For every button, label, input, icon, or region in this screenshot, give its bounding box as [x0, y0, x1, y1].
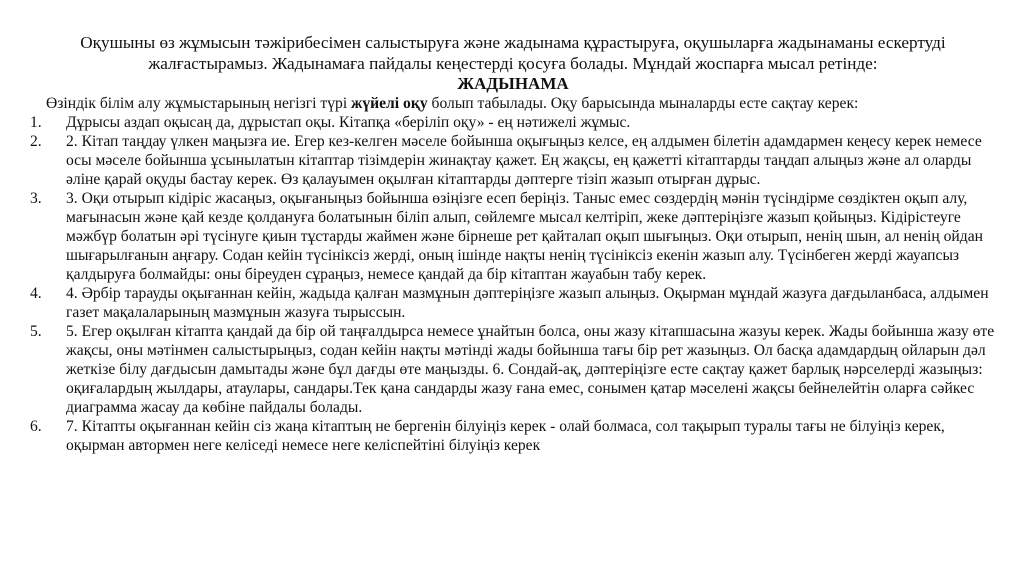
list-item-number: 6.	[30, 418, 42, 435]
list-item	[30, 417, 996, 455]
list-item-text: 2. Кітап таңдау үлкен маңызға ие. Егер кез-келген мәселе бойынша оқығыңыз келсе, ең алдымен білетін адамдармен кеңесу керек немесе осы мәселе бойынша ұсынылатын кітаптар тізімдерін жинақтау қажет. Ең жақсы, ең қажетті кітаптарды таңдап алыңыз және ал оларды әліне қарай оқуды бастау керек. Өз қалауымен оқылған кітаптарды дәптерге тізіп жазып отырған дұрыс.	[66, 133, 982, 188]
list-item	[30, 322, 996, 417]
intro-paragraph: Оқушыны өз жұмысын тәжірибесімен салыстыруға және жадынама құрастыруға, оқушыларға жадынаманы ескертуді жалғастырамыз. Жадынамаға пайдалы кеңестерді қосуға болады. Мұндай жоспарға мысал ретінде:	[80, 33, 946, 73]
list-item-number: 5.	[30, 323, 42, 340]
list-item-text: 7. Кітапты оқығаннан кейін сіз жаңа кітаптың не бергенін білуіңіз керек - олай болмаса, сол тақырып туралы тағы не білуіңіз керек, оқырман автормен неге келіседі немесе неге келіспейтіні білуіңіз керек	[66, 418, 945, 454]
list-item-number: 1.	[30, 114, 42, 131]
lead-text-after: болып табылады. Оқу барысында мыналарды есте сақтау керек:	[427, 95, 859, 112]
list-item-number: 3.	[30, 190, 42, 207]
list-item-number: 2.	[30, 133, 42, 150]
list-item	[30, 113, 996, 132]
lead-text-before: Өзіндік білім алу жұмыстарының негізгі түрі	[46, 95, 352, 112]
list-item-text: 3. Оқи отырып кідіріс жасаңыз, оқығаныңыз бойынша өзіңізге есеп беріңіз. Таныс емес сөздердің мәнін түсіндірме сөздіктен оқып алу, мағынасын және қай кезде қолдануға болатынын біліп алып, сөйлемге мысал келтіріп, жеке дәптеріңізге жазып қойыңыз. Кідірістеуге мәжбүр болатын әрі түсінуге қиын тұстарды жаймен және бірнеше рет қайталап оқып шығыңыз. Оқи отырып, ненің шын, ал ненің ойдан шығарылғанын аңғару. Содан кейін түсініксіз жерді, оның ішінде нақты ненің түсініксіз екенін жазып алу. Түсінбеген жерді жауапсыз қалдыруға болмайды: оны біреуден сұраңыз, немесе қандай да бір кітаптан жауабын табу керек.	[66, 190, 983, 283]
lead-text-bold: жүйелі оқу	[351, 95, 428, 112]
rules-list	[30, 113, 996, 455]
list-item	[30, 189, 996, 284]
list-item	[30, 132, 996, 189]
list-item-text: 4. Әрбір тарауды оқығаннан кейін, жадыда қалған мазмұнын дәптеріңізге жазып алыңыз. Оқырман мұндай жазуға дағдыланбаса, алдымен газет мақалаларының мазмұнын жазуға тырыссын.	[66, 285, 989, 321]
page-title: ЖАДЫНАМА	[457, 74, 569, 93]
lead-paragraph	[46, 94, 996, 113]
list-item	[30, 284, 996, 322]
list-item-text: Дұрысы аздап оқысаң да, дұрыстап оқы. Кітапқа «беріліп оқу» - ең нәтижелі жұмыс.	[66, 114, 631, 131]
list-item-number: 4.	[30, 285, 42, 302]
list-item-text: 5. Егер оқылған кітапта қандай да бір ой таңғалдырса немесе ұнайтын болса, оны жазу кітапшасына жазуы керек. Жады бойынша жазу өте жақсы, оны мәтінмен салыстырыңыз, содан кейін нақты мәтінді жады бойынша тағы бір рет жазыңыз. Ол басқа адамдардың ойларын дәл жеткізе білу дағдысын дамытады және бұл дағды өте маңызды. 6. Сондай-ақ, дәптеріңізге есте сақтау қажет барлық нәрселерді жазыңыз: оқиғалардың жылдары, атаулары, сандары.Тек қана сандарды жазу ғана емес, сонымен қатар мәселені жақсы бейнелейтін оларға сәйкес диаграмма жасау да көбіне пайдалы болады.	[66, 323, 995, 416]
